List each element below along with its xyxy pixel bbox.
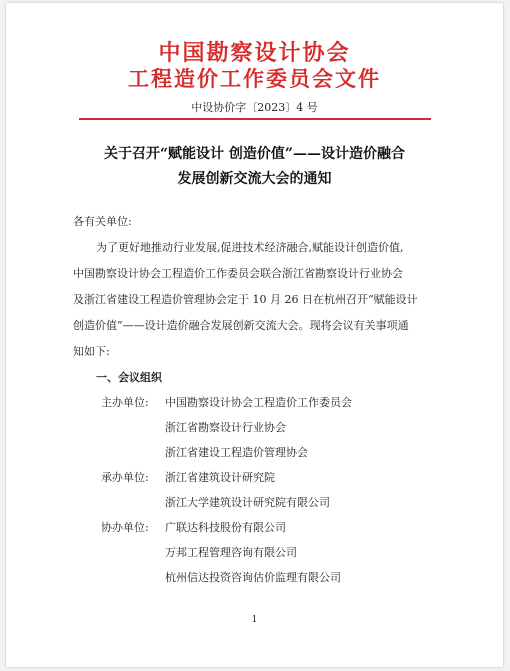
organizer-unit: 万邦工程管理咨询有限公司 xyxy=(165,546,297,559)
organizer-label-co-organizer: 协办单位: xyxy=(101,521,149,534)
document-number: 中设协价字〔2023〕4 号 xyxy=(191,101,318,114)
paragraph-line: 为了更好地推动行业发展,促进技术经济融合,赋能设计创造价值, xyxy=(96,241,404,254)
red-divider xyxy=(79,118,431,120)
notice-title-line2: 发展创新交流大会的通知 xyxy=(177,171,332,187)
organizer-unit: 浙江省建筑设计研究院 xyxy=(165,471,275,484)
section-heading: 一、会议组织 xyxy=(96,371,162,384)
paragraph-line: 及浙江省建设工程造价管理协会定于 10 月 26 日在杭州召开“赋能设计 xyxy=(73,293,418,306)
paragraph-line: 知如下: xyxy=(73,345,110,358)
issuer-name-line1: 中国勘察设计协会 xyxy=(158,40,351,66)
issuer-name-line2: 工程造价工作委员会文件 xyxy=(128,66,381,91)
organizer-unit: 杭州信达投资咨询估价监理有限公司 xyxy=(165,571,341,584)
organizer-label-undertaker: 承办单位: xyxy=(101,471,149,484)
paragraph-line: 创造价值”——设计造价融合发展创新交流大会。现将会议有关事项通 xyxy=(73,319,409,332)
organizer-unit: 中国勘察设计协会工程造价工作委员会 xyxy=(165,396,352,409)
salutation: 各有关单位: xyxy=(73,215,132,228)
organizer-label-host: 主办单位: xyxy=(101,396,149,409)
organizer-unit: 浙江大学建筑设计研究院有限公司 xyxy=(165,496,330,509)
paragraph-line: 中国勘察设计协会工程造价工作委员会联合浙江省勘察设计行业协会 xyxy=(73,267,403,280)
organizer-unit: 浙江省勘察设计行业协会 xyxy=(165,421,286,434)
notice-title-line1: 关于召开“赋能设计 创造价值”——设计造价融合 xyxy=(104,146,405,162)
organizer-unit: 浙江省建设工程造价管理协会 xyxy=(165,446,308,459)
page-number: 1 xyxy=(251,615,258,625)
document-page xyxy=(6,3,503,667)
organizer-unit: 广联达科技股份有限公司 xyxy=(165,521,286,534)
